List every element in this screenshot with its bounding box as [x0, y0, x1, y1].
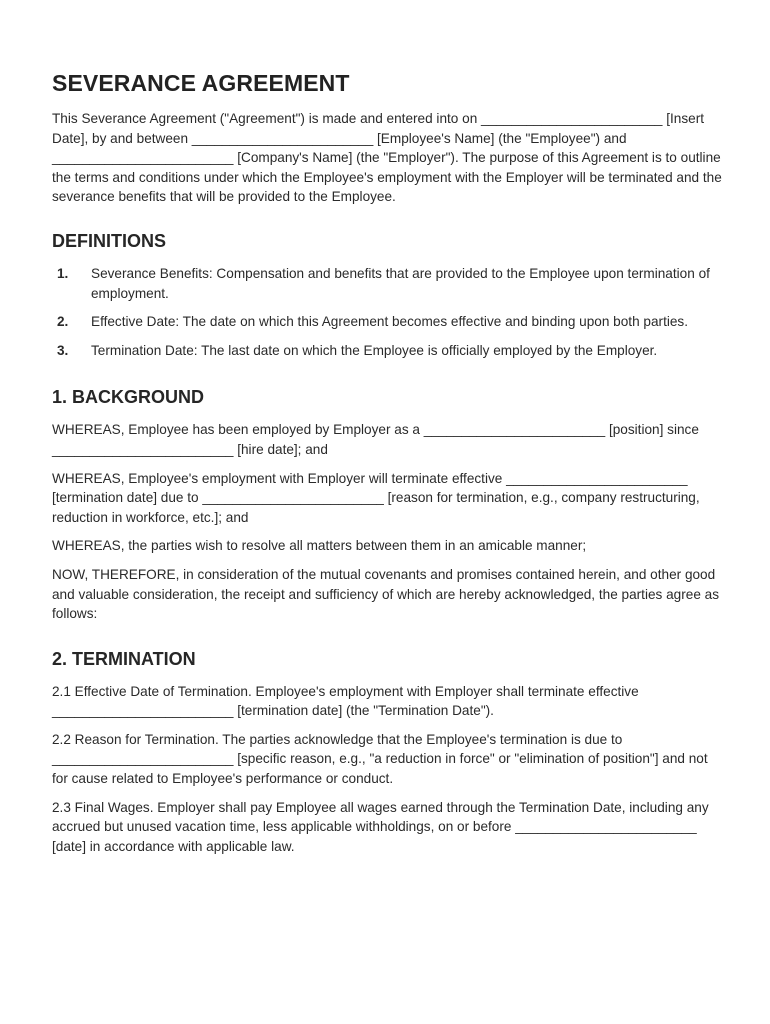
termination-heading: 2. TERMINATION: [52, 648, 196, 669]
definition-item: [52, 264, 722, 303]
definition-item: [52, 341, 722, 361]
background-paragraph: NOW, THEREFORE, in consideration of the mutual covenants and promises contained herein, and other good and valuable consideration, the receipt and sufficiency of which are hereby acknowledged, the parties agree as follows:: [52, 566, 720, 622]
termination-paragraph: 2.2 Reason for Termination. The parties acknowledge that the Employee's termination is due to ________________________ [specific reason, e.g., "a reduction in force" or "elimination of position"] and not for cause related to Employee's performance or conduct.: [52, 731, 708, 787]
document-title: SEVERANCE AGREEMENT: [52, 70, 350, 96]
definition-text: Effective Date: The date on which this Agreement becomes effective and binding upon both parties.: [91, 314, 688, 330]
termination-paragraph: 2.3 Final Wages. Employer shall pay Employee all wages earned through the Termination Date, including any accrued but unused vacation time, less applicable withholdings, on or before ________________________ [date] in accordance with applicable law.: [52, 799, 709, 854]
definition-number: 1.: [57, 265, 69, 281]
definition-number: 2.: [57, 314, 69, 330]
definition-number: 3.: [57, 342, 69, 358]
intro-paragraph: This Severance Agreement ("Agreement") is made and entered into on ________________________ [Insert Date], by and between ________________________ [Employee's Name] (the "Employee") and ________________________ [Company's Name] (the "Employer"). The purpose of this Agreement is to outline the terms and conditions under which the Employee's employment with the Employer will be terminated and the severance benefits that will be provided to the Employee.: [52, 111, 722, 205]
termination-paragraph: 2.1 Effective Date of Termination. Employee's employment with Employer shall terminate effective ________________________ [termination date] (the "Termination Date").: [52, 683, 639, 719]
background-heading: 1. BACKGROUND: [52, 387, 205, 408]
definitions-heading: DEFINITIONS: [52, 230, 167, 251]
background-paragraph: WHEREAS, Employee's employment with Employer will terminate effective ________________________ [termination date] due to ________________________ [reason for termination, e.g., company restructuring, reduction in workforce, etc.]; and: [52, 470, 700, 525]
background-paragraph: WHEREAS, the parties wish to resolve all matters between them in an amicable manner;: [52, 538, 587, 554]
definitions-list: [52, 264, 722, 360]
definition-text: Termination Date: The last date on which the Employee is officially employed by the Employer.: [91, 342, 658, 358]
definition-text: Severance Benefits: Compensation and benefits that are provided to the Employee upon termination of employment.: [91, 265, 710, 301]
definition-item: [52, 312, 722, 332]
background-paragraph: WHEREAS, Employee has been employed by Employer as a ________________________ [position] since ________________________ [hire date]; and: [52, 422, 699, 457]
